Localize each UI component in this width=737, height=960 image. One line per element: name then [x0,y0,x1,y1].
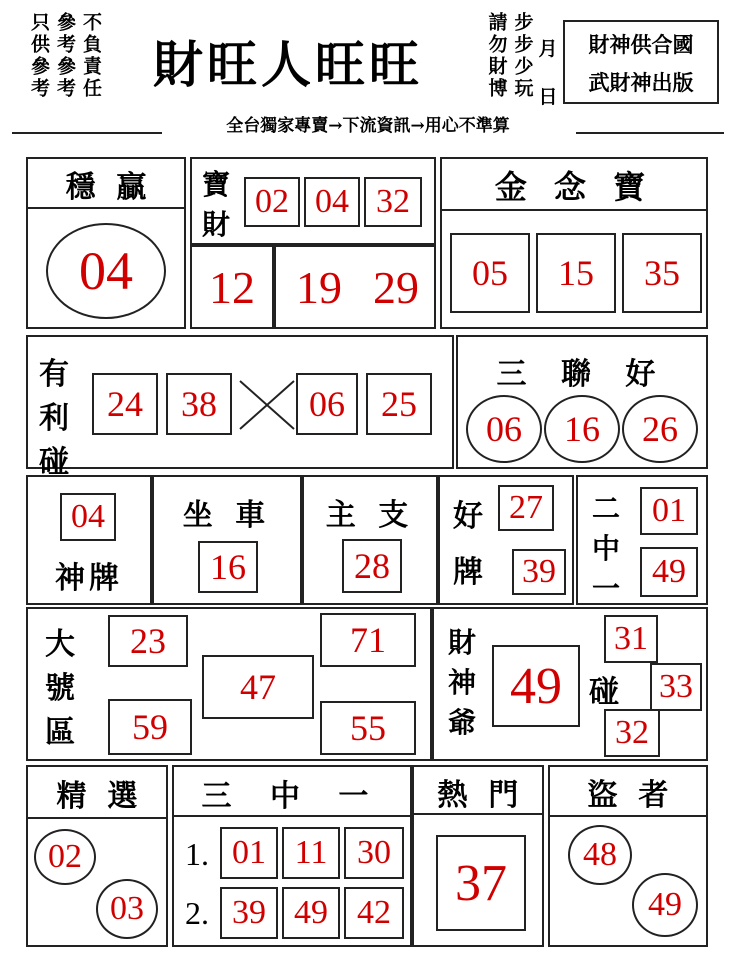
jin-nian-bao-panel [440,157,708,329]
er-zhong-yi-value-2: 49 [640,547,698,597]
jing-xuan-divider [28,817,166,819]
publisher-box [563,20,719,104]
zhu-zhi-value: 28 [342,539,402,593]
publisher-line-1: 財神供合國 [588,32,694,57]
jin-nian-bao-value-1: 05 [450,233,530,313]
jing-xuan-value-1: 02 [34,829,96,885]
bao-cai-panel [190,157,436,245]
hao-pai-panel [438,475,574,605]
cross-icon [236,377,298,433]
jin-nian-bao-value-2: 15 [536,233,616,313]
bao-cai-bottom-3: 29 [373,261,419,313]
you-li-peng-label: 有 利 碰 [39,357,69,480]
zuo-che-label: 坐 車 [182,498,272,533]
san-zhong-yi-row-1-value-2: 11 [282,827,340,879]
header [0,0,737,140]
zuo-che-value: 16 [198,541,258,593]
zhu-zhi-label: 主 支 [325,498,415,533]
bao-cai-bottom-cell-1 [190,245,274,329]
san-lian-hao-panel [456,335,708,469]
da-hao-qu-value-5: 55 [320,701,416,755]
jing-xuan-panel [26,765,168,947]
er-zhong-yi-value-1: 01 [640,487,698,535]
san-zhong-yi-panel [172,765,412,947]
san-lian-hao-value-3: 26 [622,395,698,463]
you-li-peng-value-2: 38 [166,373,232,435]
cai-shen-ye-peng-value-2: 33 [650,663,702,711]
dao-zhe-value-2: 49 [632,873,698,937]
advice-col-2: 步步少玩 [511,12,534,100]
da-hao-qu-value-2: 59 [108,699,192,755]
cai-shen-ye-peng-value-1: 31 [604,615,658,663]
re-men-panel [412,765,544,947]
tagline-rule-left [12,132,162,134]
wen-ying-panel [26,157,186,329]
san-lian-hao-value-2: 16 [544,395,620,463]
advice-day: 日 [538,85,558,108]
zuo-che-panel [152,475,302,605]
cai-shen-ye-main-value: 49 [492,645,580,727]
dao-zhe-label: 盜 者 [587,778,669,813]
page-title: 財旺人旺旺 [153,35,423,94]
hao-pai-value-2: 39 [512,549,566,595]
cai-shen-ye-peng-label: 碰 [589,675,619,710]
advice-month: 月 [538,37,558,60]
dao-zhe-panel [548,765,708,947]
jin-nian-bao-value-3: 35 [622,233,702,313]
bao-cai-bottom-2: 19 [296,261,342,313]
you-li-peng-value-1: 24 [92,373,158,435]
da-hao-qu-value-4: 71 [320,613,416,667]
jin-nian-bao-label: 金 念 寶 [494,168,654,206]
shen-pai-label: 神牌 [55,561,123,596]
advice-col-1: 請勿財博 [485,12,508,100]
disclaimer-col-3: 不負責任 [80,12,102,100]
san-zhong-yi-row-2-value-3: 42 [344,887,404,939]
you-li-peng-value-3: 06 [296,373,358,435]
san-zhong-yi-row-1-index: 1. [185,835,209,872]
you-li-peng-panel [26,335,454,480]
san-zhong-yi-row-1-value-3: 30 [344,827,404,879]
san-zhong-yi-row-2-value-2: 49 [282,887,340,939]
er-zhong-yi-label: 二 中 一 [591,492,620,605]
san-zhong-yi-label: 三 中 一 [201,779,383,814]
re-men-label: 熱 門 [437,778,519,813]
hao-pai-label: 好 牌 [453,499,483,590]
bao-cai-top-2: 04 [304,177,360,227]
san-lian-hao-label: 三 聯 好 [496,357,668,392]
dao-zhe-divider [550,815,706,817]
er-zhong-yi-panel [576,475,708,605]
jing-xuan-value-2: 03 [96,879,158,939]
wen-ying-divider [28,207,184,209]
cai-shen-ye-label: 財 神 爺 [447,626,476,739]
disclaimer-col-1: 只供參考 [28,12,50,100]
publisher-line-2: 武財神出版 [588,70,694,95]
jing-xuan-label: 精 選 [56,779,138,814]
tagline-rule-right [576,132,724,134]
bao-cai-label: 寶 財 [201,168,230,241]
shen-pai-panel [26,475,152,605]
san-zhong-yi-row-2-value-1: 39 [220,887,278,939]
bao-cai-top-3: 32 [364,177,422,227]
wen-ying-value: 04 [46,223,166,319]
san-lian-hao-value-1: 06 [466,395,542,463]
dao-zhe-value-1: 48 [568,825,632,885]
tagline: 全台獨家專賣→下流資訊→用心不準算 [226,115,510,136]
cai-shen-ye-panel [432,607,708,761]
bao-cai-bottom-1: 12 [209,261,255,313]
zhu-zhi-panel [302,475,438,605]
san-zhong-yi-row-1-value-1: 01 [220,827,278,879]
wen-ying-label: 穩 贏 [65,170,147,205]
disclaimer-col-2: 參考參考 [54,12,76,100]
san-zhong-yi-divider [174,815,410,817]
da-hao-qu-value-1: 23 [108,615,188,667]
da-hao-qu-panel [26,607,432,761]
da-hao-qu-label: 大 號 區 [45,627,75,750]
jin-nian-bao-divider [442,209,706,211]
shen-pai-value: 04 [60,493,116,541]
you-li-peng-value-4: 25 [366,373,432,435]
bao-cai-bottom-cell-2 [274,245,436,329]
hao-pai-value-1: 27 [498,485,554,531]
da-hao-qu-value-3: 47 [202,655,314,719]
san-zhong-yi-row-2-index: 2. [185,894,209,931]
bao-cai-top-1: 02 [244,177,300,227]
re-men-value: 37 [436,835,526,931]
re-men-divider [414,813,542,815]
cai-shen-ye-peng-value-3: 32 [604,709,660,757]
